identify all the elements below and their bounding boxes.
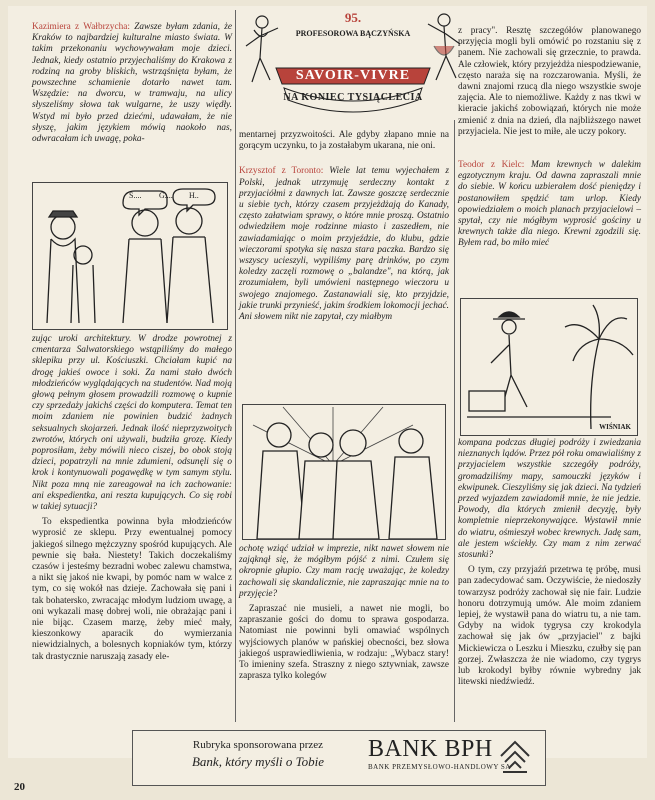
sponsor-slogan: Bank, który myśli o Tobie	[191, 754, 325, 769]
bank-emblem-icon	[497, 738, 535, 776]
letter-text: Wiele lat temu wyjechałem z Polski, jednak utrzymuję serdeczny kontakt z przyjaciółmi z dawnych lat. Zawsze goszczę serdecznie u siebie tych, którzy czasem przyjeżdżają do Kanady, często załatwiam sprawy, o które mnie proszą. Ostatnio odwiedziłem moje rodzinne miasto i zaszedłem, nie zawiadamiając o moim przyjeździe, do klubu, gdzie wieczorami spotyka się nasza stara paczka. Bardzo się wszyscy ucieszyli, wypiliśmy parę drinków, po czym koledzy zaczęli rozmowę o „balandze", na którą, jak zrozumiałem, byli umówieni następnego wieczoru u swojego znajomego. Zastanawiali się, kto przyjdzie, jakie trunki przynieść, jakim środkiem lokomocji jechać. Ani słowem nikt nie zapytał, czy miałbym	[239, 166, 449, 323]
column-number: 95.	[344, 10, 362, 25]
illustration-friends	[242, 404, 446, 540]
page-number: 20	[14, 781, 25, 793]
letter-3	[458, 160, 641, 250]
speech-bubble-text: H..	[189, 191, 199, 200]
letter-2-cont: ochotę wziąć udział w imprezie, nikt nawet słowem nie zająknął się, że mógłbym pójść z nimi. Czułem się okropnie głupio. Czy mam rację uważając, że koledzy zachowali się skandalicznie, nie zapraszając mnie na to przyjęcie?	[239, 544, 449, 599]
letter-author: Teodor z Kielc:	[458, 160, 525, 171]
letter-1	[32, 22, 232, 145]
sponsor-banner	[132, 730, 546, 786]
bank-logo	[368, 736, 511, 771]
magazine-page	[8, 6, 647, 758]
cartoon-traveler	[461, 299, 637, 435]
bank-name: BANK BPH	[368, 736, 493, 762]
illustration-shop	[32, 182, 228, 330]
letter-text: Zawsze byłam zdania, że Kraków to najbardziej kulturalne miasto świata. W takim przekonaniu wychowywałam moje dzieci. Jednak, kiedy ostatnio przyjechaliśmy do Krakowa z rodziną na groby bliskich, wstrząśnięta byłam, że powszechne schamienie dotarło nawet tam. Wszędzie: na dworcu, w tramwaju, na ulicy słyszeliśmy słowa tak wulgarne, że uszy więdły. Wstyd mi było przed dziećmi, udawałam, że nie słyszę, jakim językiem mówią naokoło nas, odwracałam ich uwagę, poka-	[32, 22, 232, 145]
column-2-cont	[239, 544, 449, 686]
letter-2	[239, 166, 449, 323]
cartoon-friends	[243, 405, 445, 539]
letter-3-cont: kompana podczas długiej podróży i zwiedzania nieznanych lądów. Przez pół roku omawialiśmy z przyjacielem wszystkie szczegóły podróży, gromadziliśmy mapy, samouczki języków i ekwipunek. Cieszyliśmy się jak dzieci. Na tydzień przed wyjazdem zawiadomił mnie, że nie jedzie. Powody, dla których zmienił decyzję, były kompletnie nieprzekonywające. Wystawił mnie do wiatru, ośmieszył wobec krewnych. Jadę sam, ale jestem wściekły. Czy mam z nim zerwać stosunki?	[458, 438, 641, 561]
speech-bubble-text: G....	[159, 191, 173, 200]
letter-author: Krzysztof z Toronto:	[239, 166, 324, 177]
cartoon-shop	[33, 183, 227, 329]
column-divider	[235, 10, 236, 722]
bank-subtitle: BANK PRZEMYSŁOWO-HANDLOWY SA	[368, 763, 511, 771]
artist-signature: WIŚNIAK	[599, 423, 631, 431]
sponsor-line: Rubryka sponsorowana przez	[192, 739, 324, 751]
answer-1: To ekspedientka powinna była młodzieńców wyprosić ze sklepu. Przy ewentualnej pomocy jakiegoś silnego mężczyzny spośród kupujących. Ale pewnie się bała. Niestety! Takich doczekaliśmy czasów i jesteśmy bezradni wobec zalewu chamstwa, a nikt się jakoś nie kwapi, by pomóc nam w walce z tym, co się wokół nas dzieje. Zachowała się pani i tak bohatersko, zwracając młodym ludziom uwagę, a oni wykazali masę dobrej woli, nie obrażając pani i nie bijąc. Czasem marzę, żeby mieć mały, kieszonkowy aparacik do wymierzania niewidzialnych, a bolesnych kopniaków tym, którzy tak drastycznie naruszają zasady ele-	[32, 517, 232, 662]
column-3	[458, 26, 641, 254]
column-1-cont	[32, 334, 232, 667]
answer-2-cont: z pracy". Resztę szczegółów planowanego przyjęcia mogli byli omówić po rozstaniu się z panem. Nie zachowali się grzecznie, to prawda. Ale człowiek, który przyjeżdża niespodziewanie, często naraża się na rozczarowania. Myśli, że dawni znajomi rzucą dla niego wszystkie swoje zajęcia. Ale to niemożliwe. Każdy z nas tkwi w kieracie jakichś zobowiązań, których nie może zmienić z dnia na dzień, dla najbliższego nawet przyjaciela. Nie jest to miłe, ale uczy pokory.	[458, 26, 641, 137]
answer-3: O tym, czy przyjaźń przetrwa tę próbę, musi pan zadecydować sam. Oczywiście, że niedoszły towarzysz podróży zachował się nie fair. Ludzie honoru dotrzymują umów. Ale moim zdaniem lepiej, że wystawił pana do wiatru tu, a nie tam. Gdyby na widok tygrysa czy krokodyla zachował się jak ów „przyjaciel" z bajki Mickiewicza o Leszku i Mieszku, czułby się pan gorzej. Zwłaszcza że nie wiadomo, czy tygrys lub krokodyl byłby równie wybredny jak litewski niedźwiedź.	[458, 565, 641, 688]
column-title: SAVOIR-VIVRE	[295, 68, 411, 83]
column-2	[239, 130, 449, 327]
answer-2: Zapraszać nie musieli, a nawet nie mogli, bo zapraszanie gości do domu to sprawa gospodarza. Natomiast nie powinni byli omawiać wspólnych wyjściowych planów w pańskiej obecności, bez słowa jakiegoś usprawiedliwienia, w rodzaju: „Wybacz stary! To imieniny szefa. Straszny z niego sztywniak, zawsze zaprasza tylko kolegów	[239, 604, 449, 682]
column-3-cont	[458, 438, 641, 692]
illustration-traveler	[460, 298, 638, 436]
column-author: PROFESOROWA BĄCZYŃSKA	[295, 29, 411, 38]
sponsor-text	[163, 739, 353, 770]
column-logo	[238, 6, 468, 120]
speech-bubble-text: S....	[129, 191, 142, 200]
column-1	[32, 22, 232, 149]
column-subtitle: NA KONIEC TYSIĄCLECIA	[283, 92, 423, 103]
letter-1-cont: zując uroki architektury. W drodze powrotnej z cmentarza Salwatorskiego wstąpiliśmy do małego sklepiku przy ul. Kościuszki. Chciałam kupić na drogę jakieś owoce i soki. Za nami stało dwóch młodzieńców wyglądających na studentów. Nad moją głową pełnym głosem prowadzili rozmowę o kupnie czy sprzedaży jakichś części do komputera. Temat ten moim zdaniem nie powinien budzić żadnych seksualnych skojarzeń. Jednak ilość nieprzyzwoitych zwrotów, których oni używali, budziła grozę. Kiedy poprosiłam, żeby mówili nieco ciszej, bo obok stoją dzieci, popatrzyli na mnie zdumieni, odsunęli się o krok i kontynuowali pogawędkę w tym samym stylu. Nikt poza mną nie zareagował na ich zachowanie: ani ekspedientka, ani reszta kupujących. Co się robi w takiej sytuacji?	[32, 334, 232, 513]
answer-1-cont: mentarnej przyzwoitości. Ale gdyby złapano mnie na gorącym uczynku, to ja zostałabym ukarana, nie oni.	[239, 130, 449, 152]
letter-author: Kazimiera z Wałbrzycha:	[32, 22, 130, 32]
letter-text: Mam krewnych w dalekim egzotycznym kraju. Od dawna zapraszali mnie do siebie. W końcu uzbierałem dość pieniędzy i postanowiłem spędzić tam urlop. Kiedy opowiedziałem o moich planach przyjacielowi – spytał, czy nie mógłbym wyprosić gościny u krewnych także dla niego. Krewni zgodzili się. Byłem rad, bo miło mieć	[458, 160, 641, 249]
